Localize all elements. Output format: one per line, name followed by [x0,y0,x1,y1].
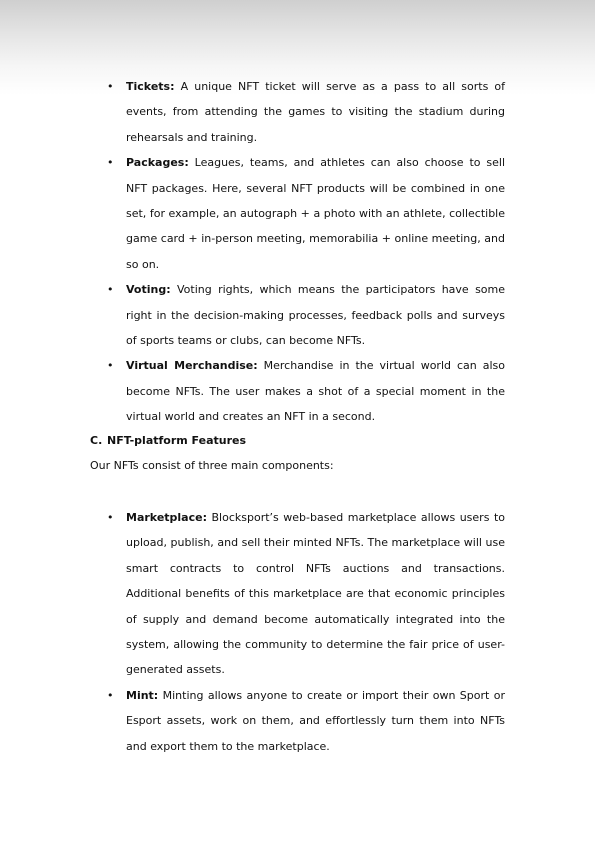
list-item-term: Mint: [126,688,159,702]
features-list [107,74,506,430]
list-item-voting [107,277,506,353]
bullet-icon: • [107,688,114,702]
list-item-text: Merchandise in the virtual world can also become NFTs. The user makes a shot of a special moment in the virtual world and creates an NFT in a second. [126,359,506,424]
bullet-icon: • [107,156,114,170]
list-item-marketplace [107,505,506,683]
section-intro: Our NFTs consist of three main components: [90,459,334,472]
list-item-term: Marketplace: [126,511,207,524]
bullet-icon: • [107,511,114,524]
list-item-text: Minting allows anyone to create or import their own Sport or Esport assets, work on them, and effortlessly turn them into NFTs and export them to the marketplace. [126,688,505,753]
list-item-term: Packages: [126,156,189,170]
bullet-icon: • [107,80,114,93]
section-title: NFT-platform Features [107,434,247,447]
list-item-term: Virtual Merchandise: [126,359,258,373]
list-item-packages [107,150,505,277]
section-letter: C. [90,434,103,447]
list-item-text: Voting rights, which means the participators have some right in the decision-making processes, feedback polls and surveys of sports teams or clubs, can become NFTs. [126,283,506,348]
components-list [107,505,506,759]
bullet-icon: • [107,283,114,297]
list-item-virtual-merchandise [107,353,506,429]
section-heading [90,433,246,449]
bullet-icon: • [107,359,114,373]
list-item-text: Blocksport’s web-based marketplace allows users to upload, publish, and sell their minted NFTs. The marketplace will use smart contracts to control NFTs auctions and transactions. Additional benefits of this marketplace are that economic principles of supply and demand become automatically integrated into the system, allowing the community to determine the fair price of user-generated assets. [126,511,506,677]
list-item-term: Tickets: [126,80,175,93]
list-item-tickets [107,74,505,150]
list-item-text: A unique NFT ticket will serve as a pass to all sorts of events, from attending the games to visiting the stadium during rehearsals and training. [126,80,505,144]
list-item-mint [107,683,505,759]
list-item-text: Leagues, teams, and athletes can also choose to sell NFT packages. Here, several NFT products will be combined in one set, for example, an autograph + a photo with an athlete, collectible game card + in-person meeting, memorabilia + online meeting, and so on. [126,156,505,271]
list-item-term: Voting: [126,283,171,297]
